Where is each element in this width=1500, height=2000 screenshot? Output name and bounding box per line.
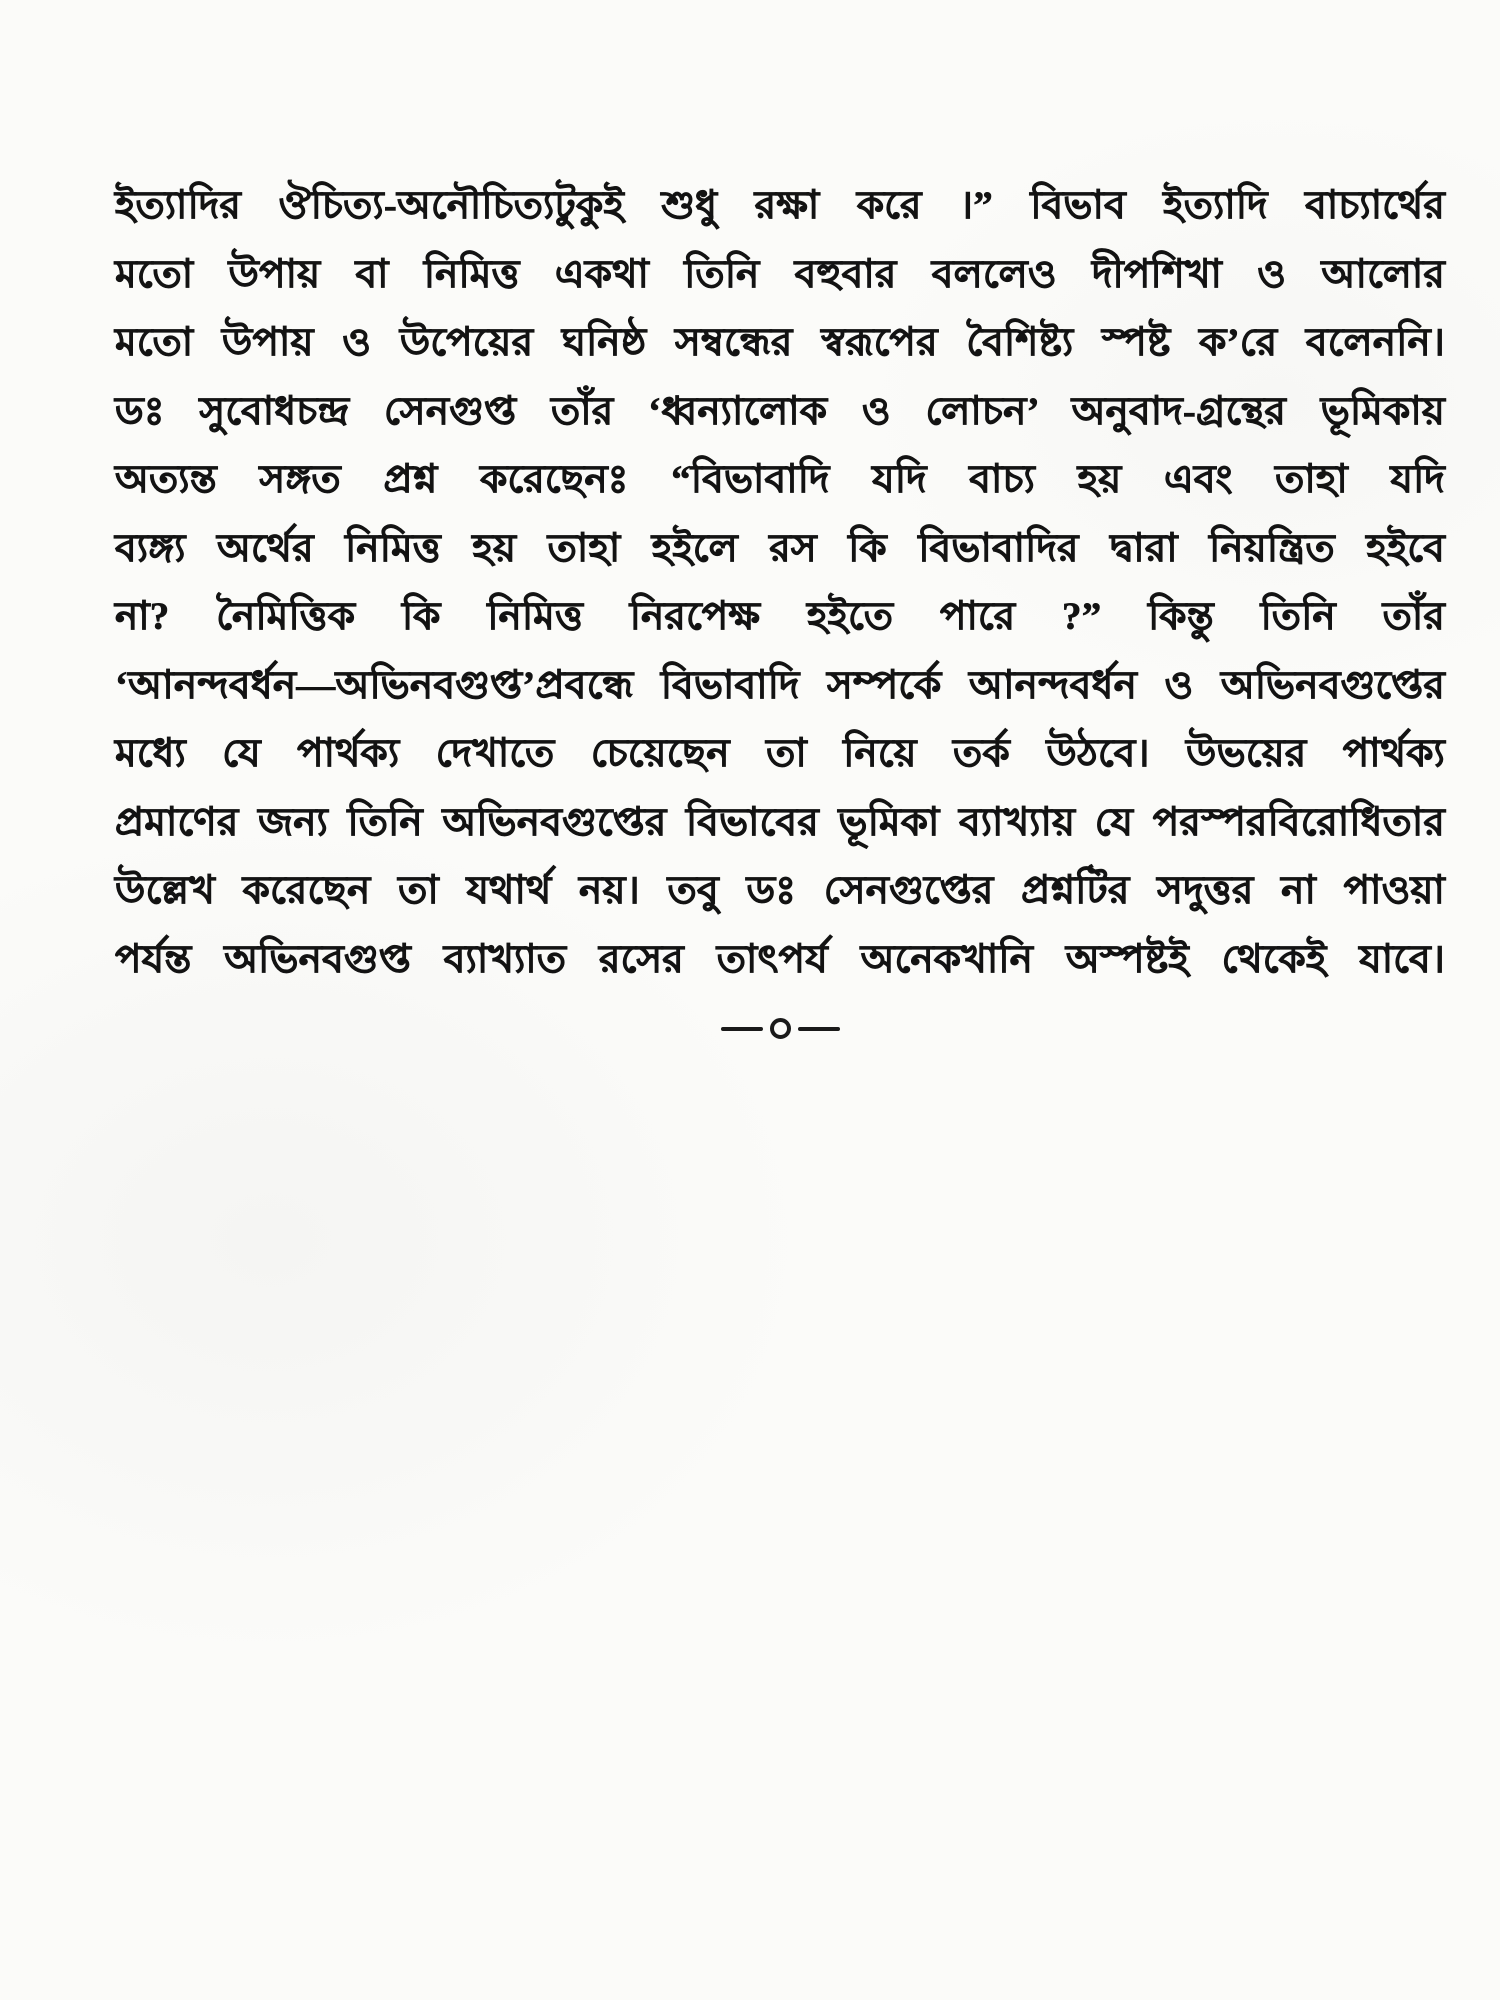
ornament-right-dash	[798, 1027, 840, 1031]
text-line: মতো উপায় বা নিমিত্ত একথা তিনি বহুবার বললেও দীপশিখা ও আলোর	[115, 252, 1445, 296]
paragraph-block	[115, 172, 1445, 994]
text-line: মধ্যে যে পার্থক্য দেখাতে চেয়েছেন তা নিয়ে তর্ক উঠবে। উভয়ের পার্থক্য	[115, 732, 1445, 775]
text-line: ডঃ সুবোধচন্দ্র সেনগুপ্ত তাঁর ‘ধ্বন্যালোক ও লোচন’ অনুবাদ-গ্রন্থের ভূমিকায়	[115, 389, 1445, 433]
text-line: না? নৈমিত্তিক কি নিমিত্ত নিরপেক্ষ হইতে পারে ?” কিন্তু তিনি তাঁর	[115, 595, 1445, 638]
text-line: মতো উপায় ও উপেয়ের ঘনিষ্ঠ সম্বন্ধের স্বরূপের বৈশিষ্ট্য স্পষ্ট ক’রে বলেননি।	[115, 321, 1445, 364]
text-line: ইত্যাদির ঔচিত্য-অনৌচিত্যটুকুই শুধু রক্ষা করে ।” বিভাব ইত্যাদি বাচ্যার্থের	[115, 184, 1445, 227]
text-line: অত্যন্ত সঙ্গত প্রশ্ন করেছেনঃ “বিভাবাদি যদি বাচ্য হয় এবং তাহা যদি	[115, 458, 1445, 501]
text-line: উল্লেখ করেছেন তা যথার্থ নয়। তবু ডঃ সেনগুপ্তের প্রশ্নটির সদুত্তর না পাওয়া	[115, 869, 1445, 912]
section-end-ornament	[115, 1018, 1445, 1039]
ornament-left-dash	[721, 1027, 763, 1031]
text-line: প্রমাণের জন্য তিনি অভিনবগুপ্তের বিভাবের ভূমিকা ব্যাখ্যায় যে পরস্পরবিরোধিতার	[115, 800, 1445, 844]
text-line: পর্যন্ত অভিনবগুপ্ত ব্যাখ্যাত রসের তাৎপর্য অনেকখানি অস্পষ্টই থেকেই যাবে।	[115, 937, 1445, 981]
ornament-circle	[770, 1018, 791, 1039]
text-line: ‘আনন্দবর্ধন—অভিনবগুপ্ত’প্রবন্ধে বিভাবাদি সম্পর্কে আনন্দবর্ধন ও অভিনবগুপ্তের	[115, 663, 1445, 707]
text-line: ব্যঙ্গ্য অর্থের নিমিত্ত হয় তাহা হইলে রস কি বিভাবাদির দ্বারা নিয়ন্ত্রিত হইবে	[115, 526, 1445, 570]
